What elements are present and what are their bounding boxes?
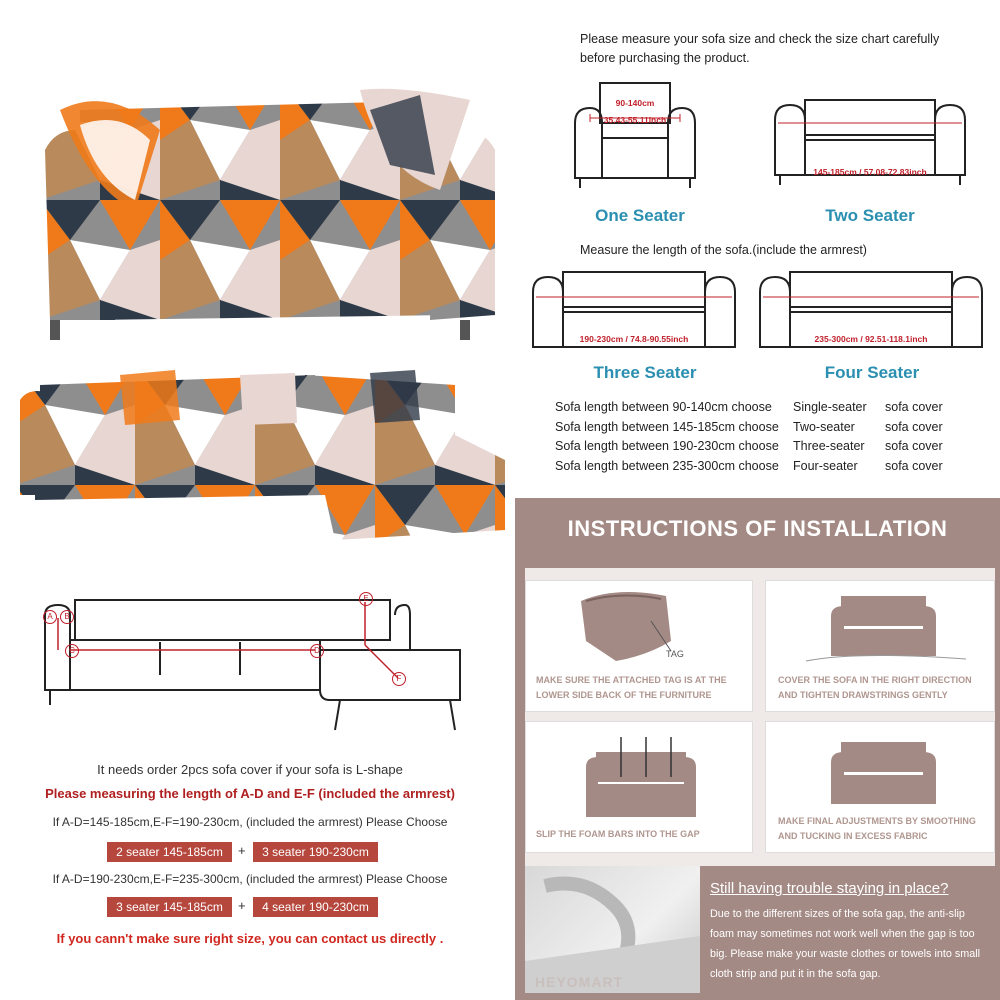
one-seater-label: One Seater (595, 206, 685, 225)
step-card-4 (765, 721, 995, 853)
three-seater-diagram (528, 262, 740, 357)
foam-bars-illustration (526, 722, 752, 822)
two-seater-diagram (770, 95, 970, 190)
lshape-diagram (40, 590, 470, 740)
installation-title: INSTRUCTIONS OF INSTALLATION (567, 516, 948, 541)
final-adjust-illustration (766, 722, 994, 812)
step-card-2 (765, 580, 995, 712)
four-seater-diagram (755, 262, 987, 357)
choose-row (555, 459, 955, 479)
step-1-line-2: LOWER SIDE BACK OF THE FURNITURE (536, 690, 712, 700)
sofa-photo-lshape (15, 365, 510, 545)
point-f: F (392, 672, 406, 686)
option2-plus: + (238, 898, 246, 913)
intro-line-1: Please measure your sofa size and check the size chart carefully (580, 32, 940, 46)
brand-watermark: HEYOMART (535, 974, 624, 990)
step-2-line-2: AND TIGHTEN DRAWSTRINGS GENTLY (778, 690, 948, 700)
choose-type: Four-seater (793, 458, 858, 473)
step-card-1 (525, 580, 753, 712)
step-caption-2 (778, 673, 990, 703)
tag-label: TAG (666, 649, 684, 659)
lshape-option-1: If A-D=145-185cm,E-F=190-230cm, (included the armrest) Please Choose (52, 815, 448, 829)
trouble-line-2: foam may sometimes not work well when the gap is too (710, 928, 975, 940)
trouble-line-1: Due to the different sizes of the sofa gap, the anti-slip (710, 908, 965, 920)
choose-item: sofa cover (885, 419, 943, 434)
installation-panel (515, 498, 1000, 1000)
two-seater-label: Two Seater (825, 206, 915, 225)
step-caption-4 (778, 814, 990, 844)
point-c: C (65, 644, 79, 658)
choose-range: Sofa length between 235-300cm choose (555, 458, 779, 473)
installation-inner (525, 568, 995, 993)
choose-range: Sofa length between 190-230cm choose (555, 439, 779, 453)
one-seater-dim-inch: 35.43-55.11inch (603, 115, 667, 125)
four-seater-dim: 235-300cm / 92.51-118.1inch (814, 334, 928, 344)
size-choose-table (555, 400, 955, 478)
trouble-body (710, 904, 1000, 984)
option2-pill-b: 4 seater 190-230cm (253, 897, 378, 917)
sofa-photo-single (40, 80, 500, 345)
step-caption-3 (536, 827, 746, 842)
choose-row (555, 400, 955, 420)
choose-item: sofa cover (885, 400, 943, 414)
two-seater-dim: 145-185cm / 57.08-72.83inch (813, 167, 927, 177)
option1-plus: + (238, 843, 246, 858)
contact-note: If you cann't make sure right size, you can contact us directly . (56, 931, 444, 946)
choose-row (555, 420, 955, 440)
option1-pill-a: 2 seater 145-185cm (107, 842, 232, 862)
measure-note: Measure the length of the sofa.(include the armrest) (580, 243, 867, 257)
choose-type: Two-seater (793, 419, 855, 434)
tag-illustration (526, 581, 752, 666)
cover-sofa-illustration (766, 581, 994, 666)
choose-item: sofa cover (885, 439, 943, 453)
three-seater-dim: 190-230cm / 74.8-90.55inch (579, 334, 689, 344)
intro-line-2: before purchasing the product. (580, 51, 750, 65)
step-2-line-1: COVER THE SOFA IN THE RIGHT DIRECTION (778, 675, 972, 685)
trouble-title: Still having trouble staying in place? (710, 880, 949, 897)
four-seater-label: Four Seater (824, 363, 920, 382)
choose-type: Three-seater (793, 439, 865, 453)
step-caption-1 (536, 673, 746, 703)
point-e: E (359, 592, 373, 606)
lshape-line-2: Please measuring the length of A-D and E-F (included the armrest) (45, 786, 455, 801)
option1-pill-b: 3 seater 190-230cm (253, 842, 378, 862)
one-seater-dim-cm: 90-140cm (615, 98, 655, 108)
three-seater-label: Three Seater (593, 363, 697, 382)
point-b: B (60, 610, 74, 624)
step-3-line-1: SLIP THE FOAM BARS INTO THE GAP (536, 829, 700, 839)
step-4-line-1: MAKE FINAL ADJUSTMENTS BY SMOOTHING (778, 816, 976, 826)
option2-pill-a: 3 seater 145-185cm (107, 897, 232, 917)
step-4-line-2: AND TUCKING IN EXCESS FABRIC (778, 831, 928, 841)
one-seater-diagram (570, 78, 700, 193)
choose-range: Sofa length between 90-140cm choose (555, 400, 772, 414)
point-d: D (310, 644, 324, 658)
choose-item: sofa cover (885, 458, 943, 473)
trouble-line-4: cloth strip and put it in the sofa gap. (710, 968, 881, 980)
lshape-line-1: It needs order 2pcs sofa cover if your sofa is L-shape (97, 762, 403, 777)
point-a: A (43, 610, 57, 624)
step-1-line-1: MAKE SURE THE ATTACHED TAG IS AT THE (536, 675, 727, 685)
trouble-line-3: big. Please make your waste clothes or towels into small (710, 948, 981, 960)
trouble-section (525, 866, 995, 993)
step-card-3 (525, 721, 753, 853)
choose-type: Single-seater (793, 400, 867, 414)
size-chart-intro (580, 30, 990, 68)
choose-row (555, 439, 955, 459)
lshape-option-2: If A-D=190-230cm,E-F=235-300cm, (included the armrest) Please Choose (52, 872, 448, 886)
choose-range: Sofa length between 145-185cm choose (555, 419, 779, 434)
